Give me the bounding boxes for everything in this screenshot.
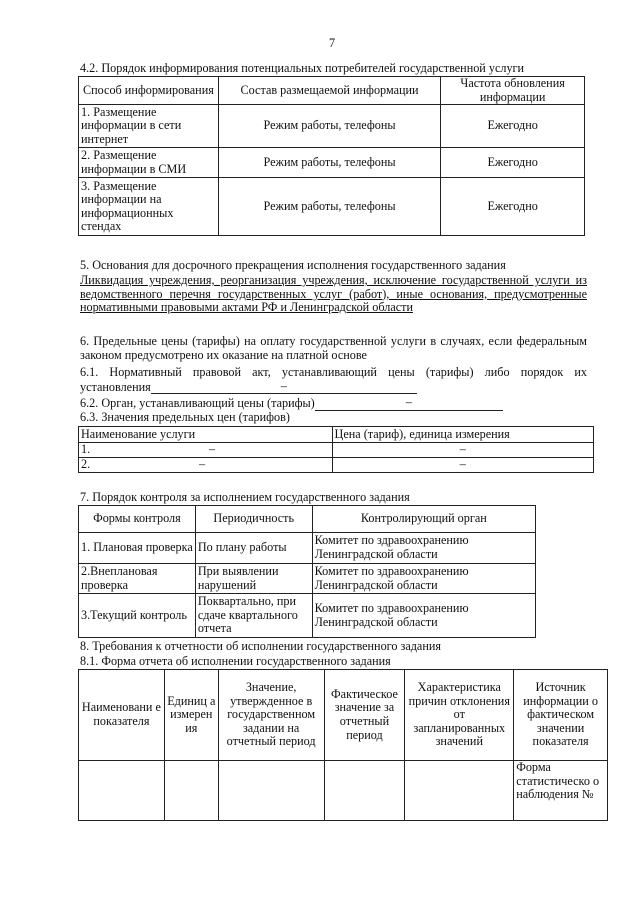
price-header-price: Цена (тариф), единица измерения bbox=[332, 427, 593, 443]
section-6-2-value: – bbox=[315, 396, 503, 411]
informing-table bbox=[78, 76, 585, 236]
control-cell: Комитет по здравоохранению Ленинградской области bbox=[312, 564, 535, 594]
informing-header-frequency: Частота обновления информации bbox=[441, 77, 585, 105]
price-table bbox=[78, 426, 594, 473]
informing-cell: 2. Размещение информации в СМИ bbox=[79, 148, 219, 178]
control-header-form: Формы контроля bbox=[79, 506, 196, 533]
control-cell: Поквартально, при сдаче квартального отчета bbox=[195, 594, 312, 638]
price-header-service: Наименование услуги bbox=[79, 427, 333, 443]
section-6-3-heading: 6.3. Значения предельных цен (тарифов) bbox=[80, 410, 290, 424]
control-cell: Комитет по здравоохранению Ленинградской области bbox=[312, 594, 535, 638]
control-cell: 3.Текущий контроль bbox=[79, 594, 196, 638]
section-6-1-label: 6.1. Нормативный правовой акт, устанавливающий цены (тарифы) либо порядок их установления bbox=[80, 365, 587, 394]
price-cell: – bbox=[332, 443, 593, 458]
report-cell bbox=[164, 761, 218, 821]
informing-cell: Режим работы, телефоны bbox=[218, 105, 440, 148]
report-header-unit: Единиц а измерен ия bbox=[164, 670, 218, 761]
control-cell: 1. Плановая проверка bbox=[79, 533, 196, 564]
price-cell bbox=[79, 458, 333, 473]
section-6-1-value: – bbox=[151, 380, 417, 395]
price-row-dash: – bbox=[209, 442, 216, 457]
control-cell: По плану работы bbox=[195, 533, 312, 564]
informing-cell: Режим работы, телефоны bbox=[218, 178, 440, 236]
informing-cell: Ежегодно bbox=[441, 148, 585, 178]
section-4-2-heading: 4.2. Порядок информирования потенциальных потребителей государственной услуги bbox=[80, 61, 525, 75]
informing-header-content: Состав размещаемой информации bbox=[218, 77, 440, 105]
price-row-dash: – bbox=[199, 457, 206, 472]
control-cell: При выявлении нарушений bbox=[195, 564, 312, 594]
report-cell-source: Форма статистическо о наблюдения № bbox=[514, 761, 608, 821]
price-cell: – bbox=[332, 458, 593, 473]
informing-header-method: Способ информирования bbox=[79, 77, 219, 105]
report-header-source: Источник информации о фактическом значении показателя bbox=[514, 670, 608, 761]
section-6-1-text bbox=[80, 366, 587, 394]
report-header-actual: Фактическое значение за отчетный период bbox=[324, 670, 405, 761]
section-8-1-heading: 8.1. Форма отчета об исполнении государственного задания bbox=[80, 654, 391, 668]
report-cell bbox=[218, 761, 324, 821]
control-cell: 2.Внеплановая проверка bbox=[79, 564, 196, 594]
section-8-heading: 8. Требования к отчетности об исполнении государственного задания bbox=[80, 639, 441, 653]
report-cell bbox=[324, 761, 405, 821]
price-cell bbox=[79, 443, 333, 458]
informing-cell: Ежегодно bbox=[441, 178, 585, 236]
section-6-2-label: 6.2. Орган, устанавливающий цены (тарифы) bbox=[80, 396, 315, 410]
report-header-indicator: Наименовани е показателя bbox=[79, 670, 165, 761]
control-header-body: Контролирующий орган bbox=[312, 506, 535, 533]
section-5-text: Ликвидация учреждения, реорганизация учреждения, исключение государственной услуги из ведомственного перечня государственных услуг (работ), иные основания, предусмотренные нормативными правовыми актами РФ и Ленинградской области bbox=[80, 273, 587, 315]
control-header-period: Периодичность bbox=[195, 506, 312, 533]
report-header-approved: Значение, утвержденное в государственном задании на отчетный период bbox=[218, 670, 324, 761]
report-cell bbox=[79, 761, 165, 821]
price-row-number: 2. bbox=[81, 457, 91, 472]
report-cell bbox=[405, 761, 514, 821]
informing-cell: Ежегодно bbox=[441, 105, 585, 148]
section-6-2-text bbox=[80, 396, 503, 411]
informing-cell: 1. Размещение информации в сети интернет bbox=[79, 105, 219, 148]
control-cell: Комитет по здравоохранению Ленинградской области bbox=[312, 533, 535, 564]
page-number: 7 bbox=[329, 36, 336, 50]
report-table bbox=[78, 669, 608, 821]
section-7-heading: 7. Порядок контроля за исполнением государственного задания bbox=[80, 490, 410, 504]
report-header-deviation: Характеристика причин отклонения от запланированных значений bbox=[405, 670, 514, 761]
section-6-text: 6. Предельные цены (тарифы) на оплату государственной услуги в случаях, если федеральным законом предусмотрено их оказание на платной основе bbox=[80, 334, 587, 362]
informing-cell: Режим работы, телефоны bbox=[218, 148, 440, 178]
informing-cell: 3. Размещение информации на информационных стендах bbox=[79, 178, 219, 236]
control-table bbox=[78, 505, 536, 638]
price-row-number: 1. bbox=[81, 442, 91, 457]
section-5-heading: 5. Основания для досрочного прекращения исполнения государственного задания bbox=[80, 258, 506, 272]
